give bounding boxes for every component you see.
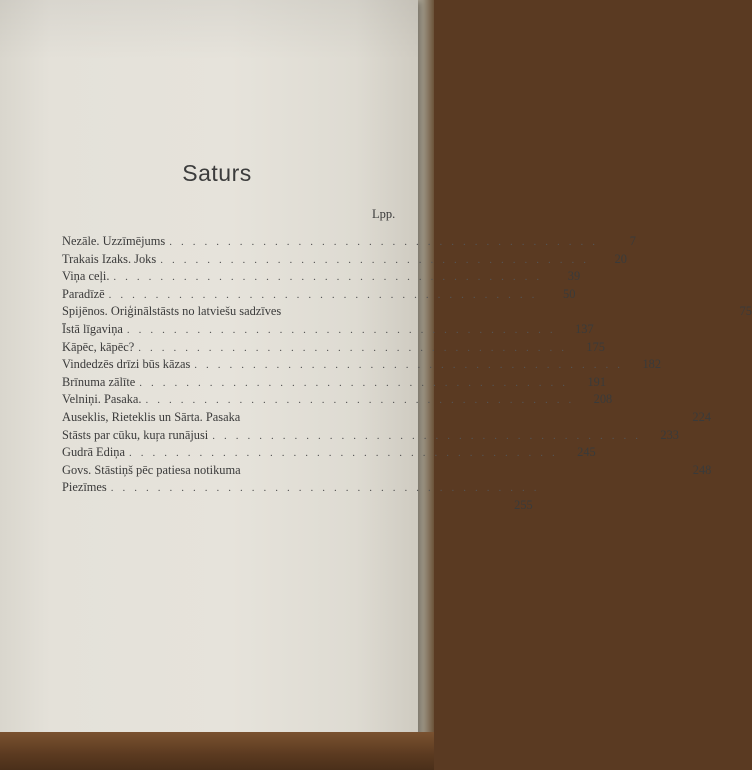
toc-entry-page: 20 bbox=[614, 251, 627, 266]
toc-entry-title: Velniņi. Pasaka. bbox=[62, 392, 142, 407]
toc-leader-dots: ..................................... bbox=[212, 429, 647, 442]
toc-entry-page: 75 bbox=[739, 304, 752, 319]
toc-entry-page: 224 bbox=[692, 409, 712, 424]
toc-entry bbox=[62, 251, 627, 269]
toc-entry-title: Stāsts par cūku, kuŗa runājusi bbox=[62, 427, 209, 442]
toc-entry-page: 7 bbox=[629, 234, 636, 248]
toc-entry bbox=[62, 462, 712, 480]
toc-entry-title: Vindedzēs drīzi būs kāzas bbox=[62, 357, 191, 372]
toc-entry-title: Paradīzē bbox=[62, 286, 105, 301]
toc-entry bbox=[62, 427, 679, 445]
toc-leader-dots: ..................................... bbox=[113, 271, 549, 284]
toc-entry bbox=[62, 286, 576, 304]
toc-entry-page: 191 bbox=[587, 374, 607, 389]
toc-entry bbox=[62, 356, 662, 374]
toc-entry-title: Nezāle. Uzzīmējums bbox=[62, 234, 166, 248]
toc-entry bbox=[62, 233, 636, 251]
toc-leader-dots: ..................................... bbox=[110, 482, 546, 495]
toc-leader-dots: ..................................... bbox=[126, 323, 562, 336]
toc-entry bbox=[62, 374, 607, 392]
toc-leader-dots: ..................................... bbox=[145, 394, 581, 407]
toc-entry-page: 255 bbox=[514, 497, 533, 512]
page-title: Saturs bbox=[182, 160, 252, 186]
toc-entry-title: Brīnuma zālīte bbox=[62, 374, 136, 389]
toc-entry-title: Trakais Izaks. Joks bbox=[62, 251, 157, 266]
toc-leader-dots: ..................................... bbox=[108, 288, 544, 301]
toc-entry-title: Auseklis, Rieteklis un Sārta. Pasaka bbox=[62, 409, 241, 424]
toc-entry bbox=[62, 321, 594, 339]
toc-entry bbox=[62, 479, 546, 497]
toc-entry-page: 245 bbox=[577, 445, 596, 460]
toc-leader-dots: ..................................... bbox=[138, 341, 573, 354]
toc-leader-dots: ..................................... bbox=[128, 447, 564, 460]
page-column-label: Lpp. bbox=[372, 207, 396, 221]
toc-entry bbox=[62, 497, 533, 515]
toc-entry-title: Gudrā Ediņa bbox=[62, 445, 125, 460]
toc-entry-title: Piezīmes bbox=[62, 480, 107, 495]
toc-leader-dots: ..................................... bbox=[139, 376, 575, 389]
toc-entry-title: Spijēnos. Oriģinālstāsts no latviešu sadzīves bbox=[62, 304, 282, 319]
toc-entry-page: 50 bbox=[563, 286, 576, 301]
toc-entry-title: Kāpēc, kāpēc? bbox=[62, 339, 135, 354]
toc-entry-title: Govs. Stāstiņš pēc patiesa notikuma bbox=[62, 462, 241, 477]
wooden-table bbox=[0, 732, 434, 770]
toc-entry-page: 208 bbox=[593, 392, 613, 407]
toc-entry bbox=[62, 391, 613, 409]
toc-entry bbox=[62, 268, 581, 286]
toc-entry bbox=[62, 339, 605, 357]
toc-leader-dots: ..................................... bbox=[160, 253, 595, 266]
toc-leader-dots: ..................................... bbox=[169, 236, 604, 248]
toc-entry bbox=[62, 409, 712, 427]
toc-entry-title: Īstā līgaviņa bbox=[62, 321, 123, 336]
toc-entry-title: Viņa ceļi. bbox=[62, 269, 110, 284]
toc-entry-page: 175 bbox=[586, 339, 605, 354]
toc-entry-page: 39 bbox=[567, 269, 581, 284]
toc-entry-page: 248 bbox=[692, 462, 712, 477]
toc-leader-dots: ..................................... bbox=[194, 359, 630, 372]
toc-entry-page: 182 bbox=[642, 357, 662, 372]
toc-entry bbox=[62, 444, 596, 462]
toc-entry bbox=[62, 303, 752, 321]
toc-entry-page: 233 bbox=[660, 427, 679, 442]
table-of-contents bbox=[62, 233, 752, 515]
toc-entry-page: 137 bbox=[575, 321, 594, 336]
